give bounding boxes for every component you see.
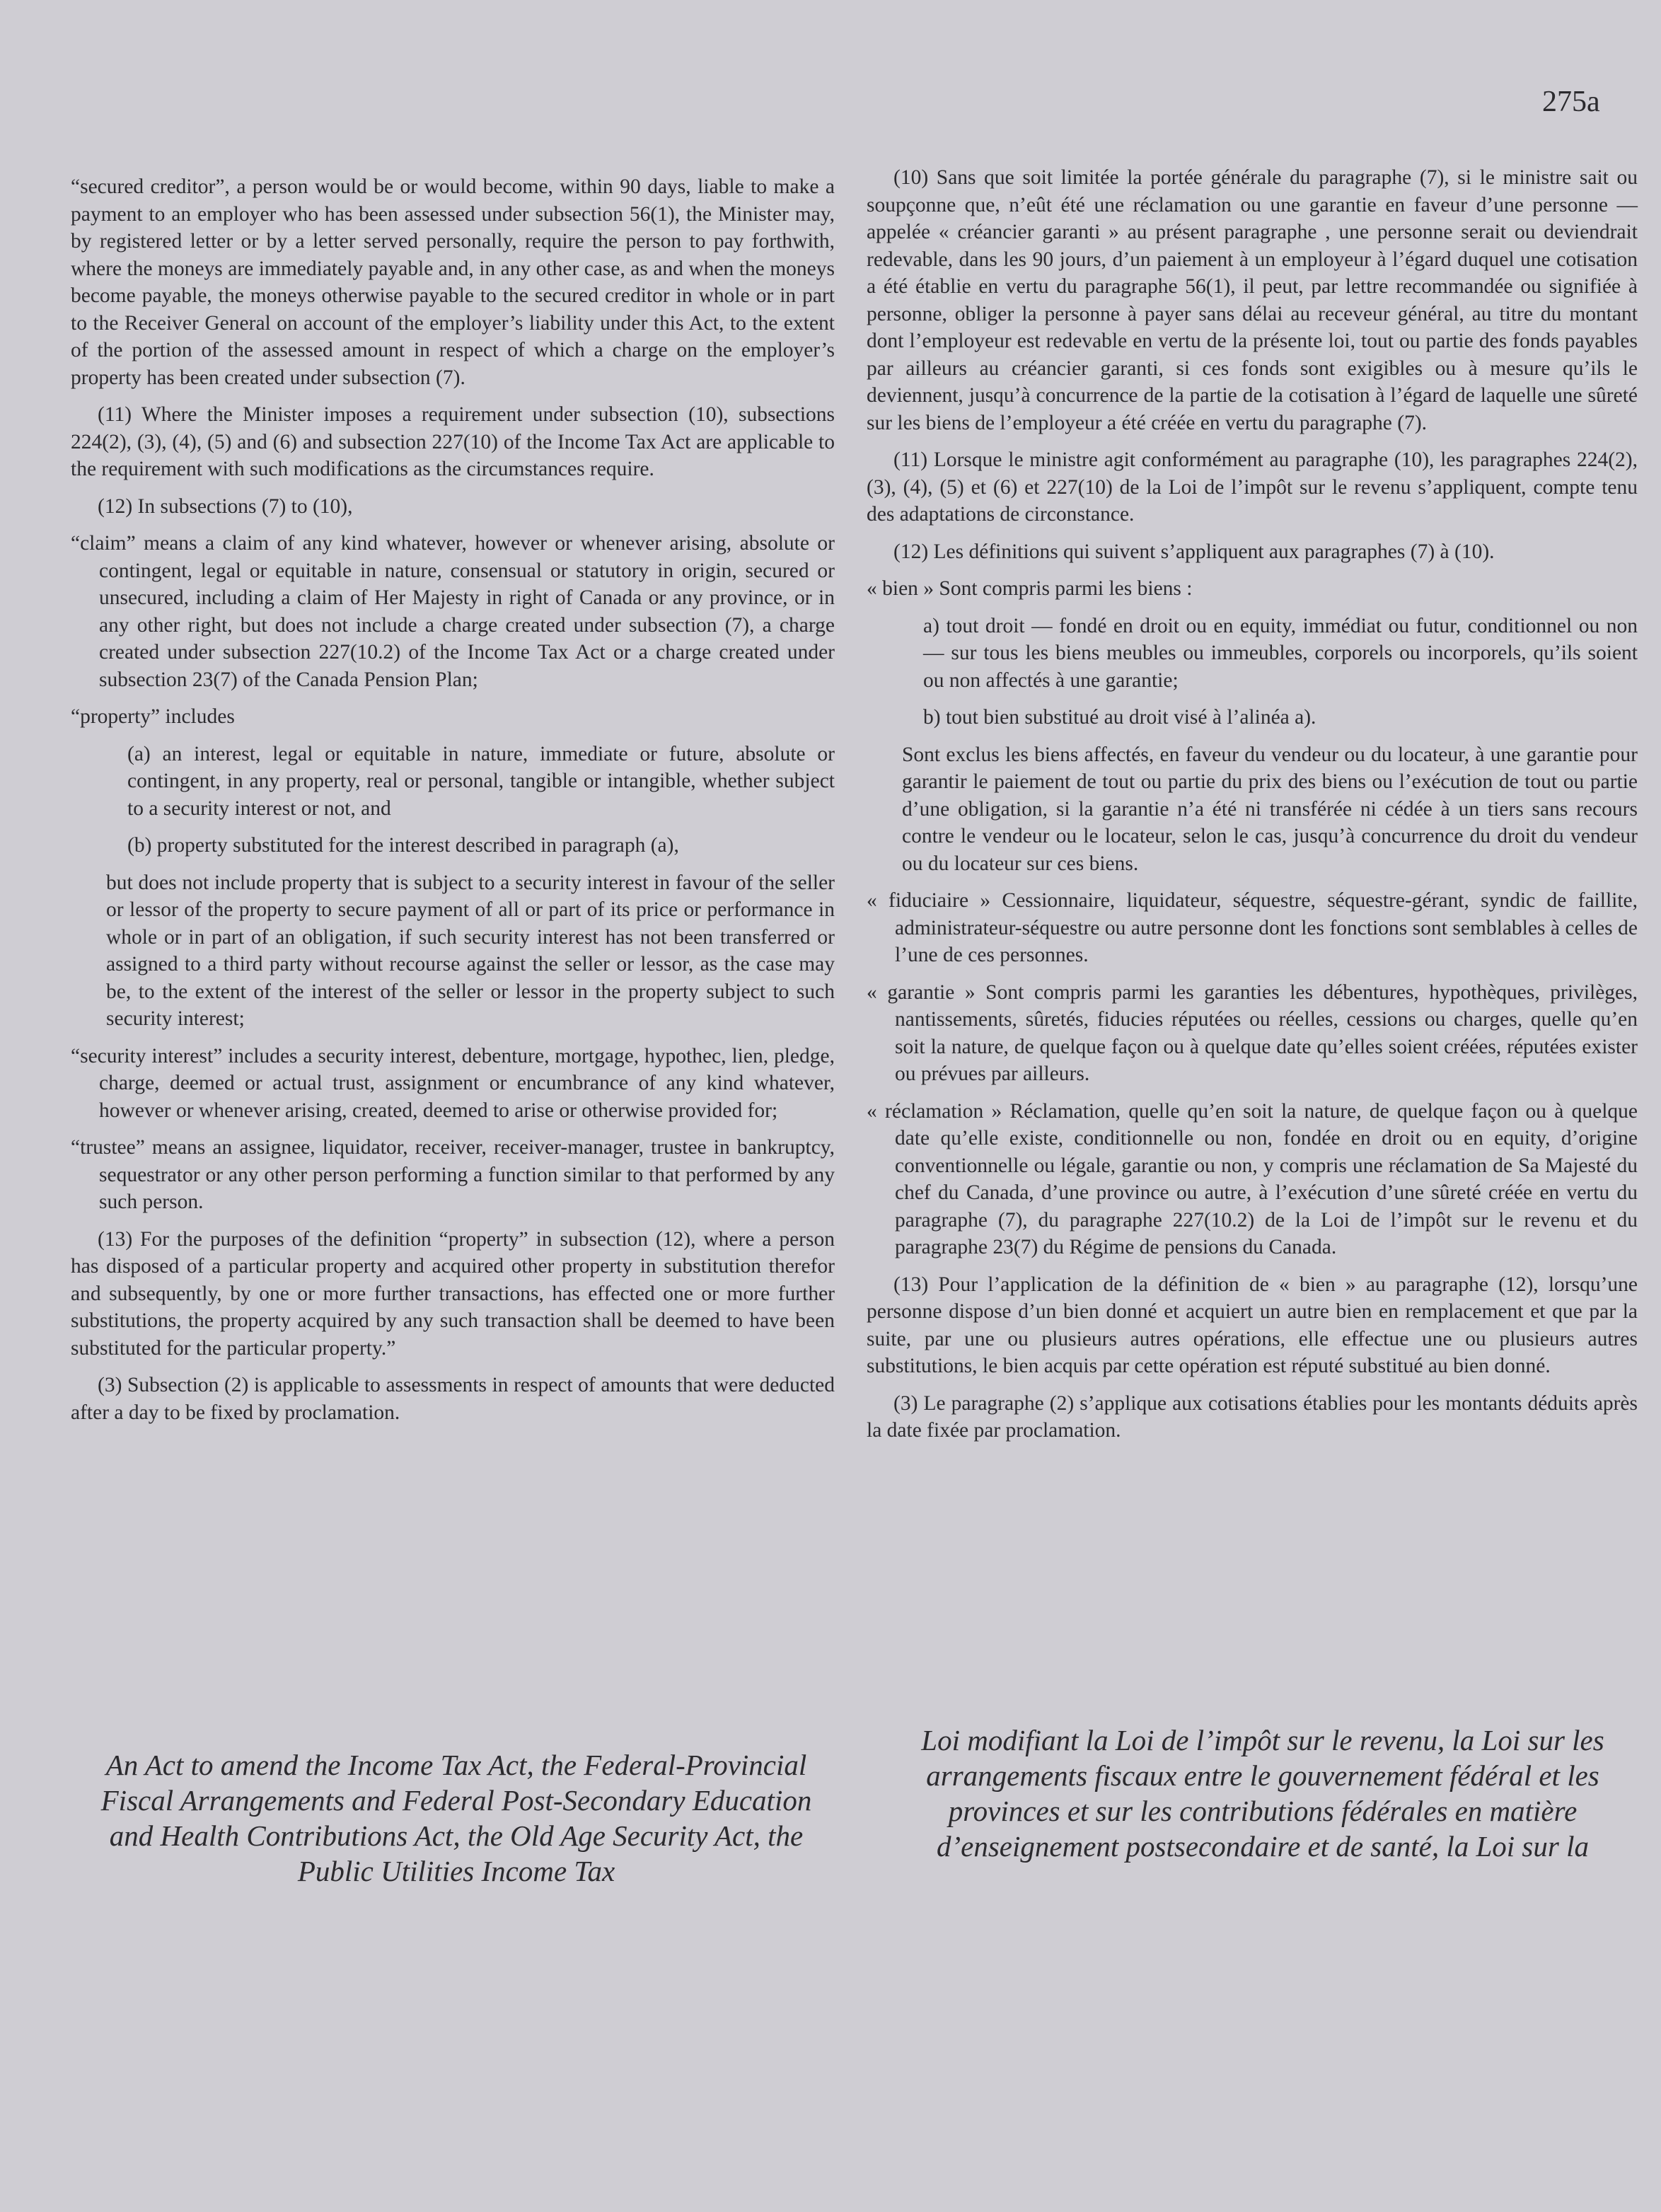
paragraph-secured-creditor-continuation: “secured creditor”, a person would be or would become, within 90 days, liable to make a payment to an employer who has been assessed under subsection 56(1), the Minister may, by registered letter or by a letter served personally, require the person to pay forthwith, where the moneys are immediately payable and, in any other case, as and when the moneys become payable, the moneys otherwise payable to the secured creditor in whole or in part to the Receiver General on account of the employer’s liability under this Act, to the extent of the portion of the assessed amount in respect of which a charge on the employer’s property has been created under subsection (7). xyxy=(71,175,835,389)
definition-garantie: « garantie » Sont compris parmi les garanties les débentures, hypothèques, privilèges, nantissements, sûretés, fiducies réputées ou réelles, cessions ou charges, quelle qu’en soit la nature, de quelque façon ou à quelque date qu’elles soient créées, réputées exister ou prévues par ailleurs. xyxy=(867,980,1638,1085)
property-exclusion: but does not include property that is subject to a security interest in favour of the seller or lessor of the property to secure payment of all or part of its price or performance in whole or in part of an obligation, if such security interest has not been transferred or assigned to a third party without recourse against the seller or lessor, as the case may be, to the extent of the interest of the seller or lessor in the property subject to such security interest; xyxy=(106,871,835,1030)
property-paragraph-a: (a) an interest, legal or equitable in nature, immediate or future, absolute or contingent, in any property, real or personal, tangible or intangible, whether subject to a security interest or not, and xyxy=(127,742,835,820)
bien-exclusion: Sont exclus les biens affectés, en faveur du vendeur ou du locateur, à une garantie pour garantir le paiement de tout ou partie du prix des biens ou l’exécution de tout ou partie d’une obligation, si la garantie n’a été ni transférée ni cédée à un tiers sans recours contre le vendeur ou le locateur, selon le cas, jusqu’à concurrence du droit du vendeur ou du locateur sur ces biens. xyxy=(902,743,1638,875)
definition-property: “property” includes xyxy=(71,705,235,728)
paragraphe-13: (13) Pour l’application de la définition de « bien » au paragraphe (12), lorsqu’une personne dispose d’un bien donné et acquiert un autre bien en remplacement et que par la suite, par une ou plusieurs autres opérations, elle effectue une ou plusieurs autres substitutions, le bien acquis par cette opération est réputé substitué au bien donné. xyxy=(867,1273,1638,1377)
page-number: 275a xyxy=(1542,86,1600,118)
paragraph-subsection-12: (12) In subsections (7) to (10), xyxy=(98,494,353,518)
definition-trustee: “trustee” means an assignee, liquidator, receiver, receiver-manager, trustee in bankruptcy, sequestrator or any other person performing a function similar to that performed by any such person. xyxy=(71,1136,835,1213)
french-act-title: Loi modifiant la Loi de l’impôt sur le revenu, la Loi sur les arrangements fiscaux entre le gouvernement fédéral et les provinces et sur les contributions fédérales en matière d’enseignement postsecondaire et de santé, la Loi sur la xyxy=(921,1724,1604,1863)
paragraphe-11: (11) Lorsque le ministre agit conformément au paragraphe (10), les paragraphes 224(2), (3), (4), (5) et (6) et 227(10) de la Loi de l’impôt sur le revenu s’appliquent, compte tenu des adaptations de circonstance. xyxy=(867,448,1638,526)
paragraphe-3: (3) Le paragraphe (2) s’applique aux cotisations établies pour les montants déduits après la date fixée par proclamation. xyxy=(867,1391,1638,1442)
paragraph-subsection-13: (13) For the purposes of the definition “property” in subsection (12), where a person has disposed of a particular property and acquired other property in substitution therefor and subsequently, by one or more further transactions, has effected one or more further substitutions, the property acquired by any such transaction shall be deemed to have been substituted for the particular property.” xyxy=(71,1227,835,1360)
bien-alinea-b: b) tout bien substitué au droit visé à l’alinéa a). xyxy=(923,706,1316,729)
paragraphe-10: (10) Sans que soit limitée la portée générale du paragraphe (7), si le ministre sait ou soupçonne que, n’eût été une réclamation ou une garantie en faveur d’une personne — appelée « créancier garanti » au présent paragraphe , une personne serait ou deviendrait redevable, dans les 90 jours, d’un paiement à un employeur à l’égard duquel une cotisation a été établie en vertu du paragraphe 56(1), il peut, par lettre recommandée ou signifiée à personne, obliger la personne à payer sans délai au receveur général, au titre du montant dont l’employeur est redevable en vertu de la présente loi, tout ou partie des fonds payables par ailleurs au créancier garanti, si ces fonds sont exigibles ou à mesure qu’ils le deviennent, jusqu’à concurrence de la partie de la cotisation à l’égard de laquelle une sûreté sur les biens de l’employeur a été créée en vertu du paragraphe (7). xyxy=(867,166,1638,434)
bien-alinea-a: a) tout droit — fondé en droit ou en equity, immédiat ou futur, conditionnel ou non — sur tous les biens meubles ou immeubles, corporels ou incorporels, qu’ils soient ou non affectés à une garantie; xyxy=(923,614,1638,692)
definition-security-interest: “security interest” includes a security interest, debenture, mortgage, hypothec, lien, pledge, charge, deemed or actual trust, assignment or encumbrance of any kind whatever, however or whenever arising, created, deemed to arise or otherwise provided for; xyxy=(71,1044,835,1122)
english-column xyxy=(71,173,835,1436)
paragraphe-12: (12) Les définitions qui suivent s’appliquent aux paragraphes (7) à (10). xyxy=(893,540,1495,563)
paragraph-subsection-3: (3) Subsection (2) is applicable to assessments in respect of amounts that were deducted after a day to be fixed by proclamation. xyxy=(71,1374,835,1424)
definition-reclamation: « réclamation » Réclamation, quelle qu’en soit la nature, de quelque façon ou à quelque date qu’elle existe, conditionnelle ou non, fondée en droit ou en equity, d’origine conventionnelle ou légale, garantie ou non, y compris une réclamation de Sa Majesté du chef du Canada, d’une province ou autre, à l’exécution d’une sûreté créée en vertu du paragraphe (7), du paragraphe 227(10.2) de la Loi de l’impôt sur le revenu et du paragraphe 23(7) du Régime de pensions du Canada. xyxy=(867,1099,1638,1258)
definition-fiduciaire: « fiduciaire » Cessionnaire, liquidateur, séquestre, séquestre-gérant, syndic de faillite, administrateur-séquestre ou autre personne dont les fonctions sont semblables à celles de l’une de ces personnes. xyxy=(867,889,1638,966)
definition-claim: “claim” means a claim of any kind whatever, however or whenever arising, absolute or contingent, legal or equitable in nature, consensual or statutory in origin, secured or unsecured, including a claim of Her Majesty in right of Canada or any province, or in any other right, but does not include a charge created under subsection (7), a charge created under subsection 227(10.2) of the Income Tax Act or a charge created under subsection 23(7) of the Canada Pension Plan; xyxy=(71,532,835,691)
english-act-title: An Act to amend the Income Tax Act, the Federal-Provincial Fiscal Arrangements and Federal Post-Secondary Education and Health Contributions Act, the Old Age Security Act, the Public Utilities Income Tax xyxy=(100,1749,812,1887)
paragraph-subsection-11: (11) Where the Minister imposes a requirement under subsection (10), subsections 224(2), (3), (4), (5) and (6) and subsection 227(10) of the Income Tax Act are applicable to the requirement with such modifications as the circumstances require. xyxy=(71,403,835,480)
property-paragraph-b: (b) property substituted for the interest described in paragraph (a), xyxy=(127,834,679,857)
french-column xyxy=(867,164,1638,1454)
definition-bien: « bien » Sont compris parmi les biens : xyxy=(867,577,1193,600)
